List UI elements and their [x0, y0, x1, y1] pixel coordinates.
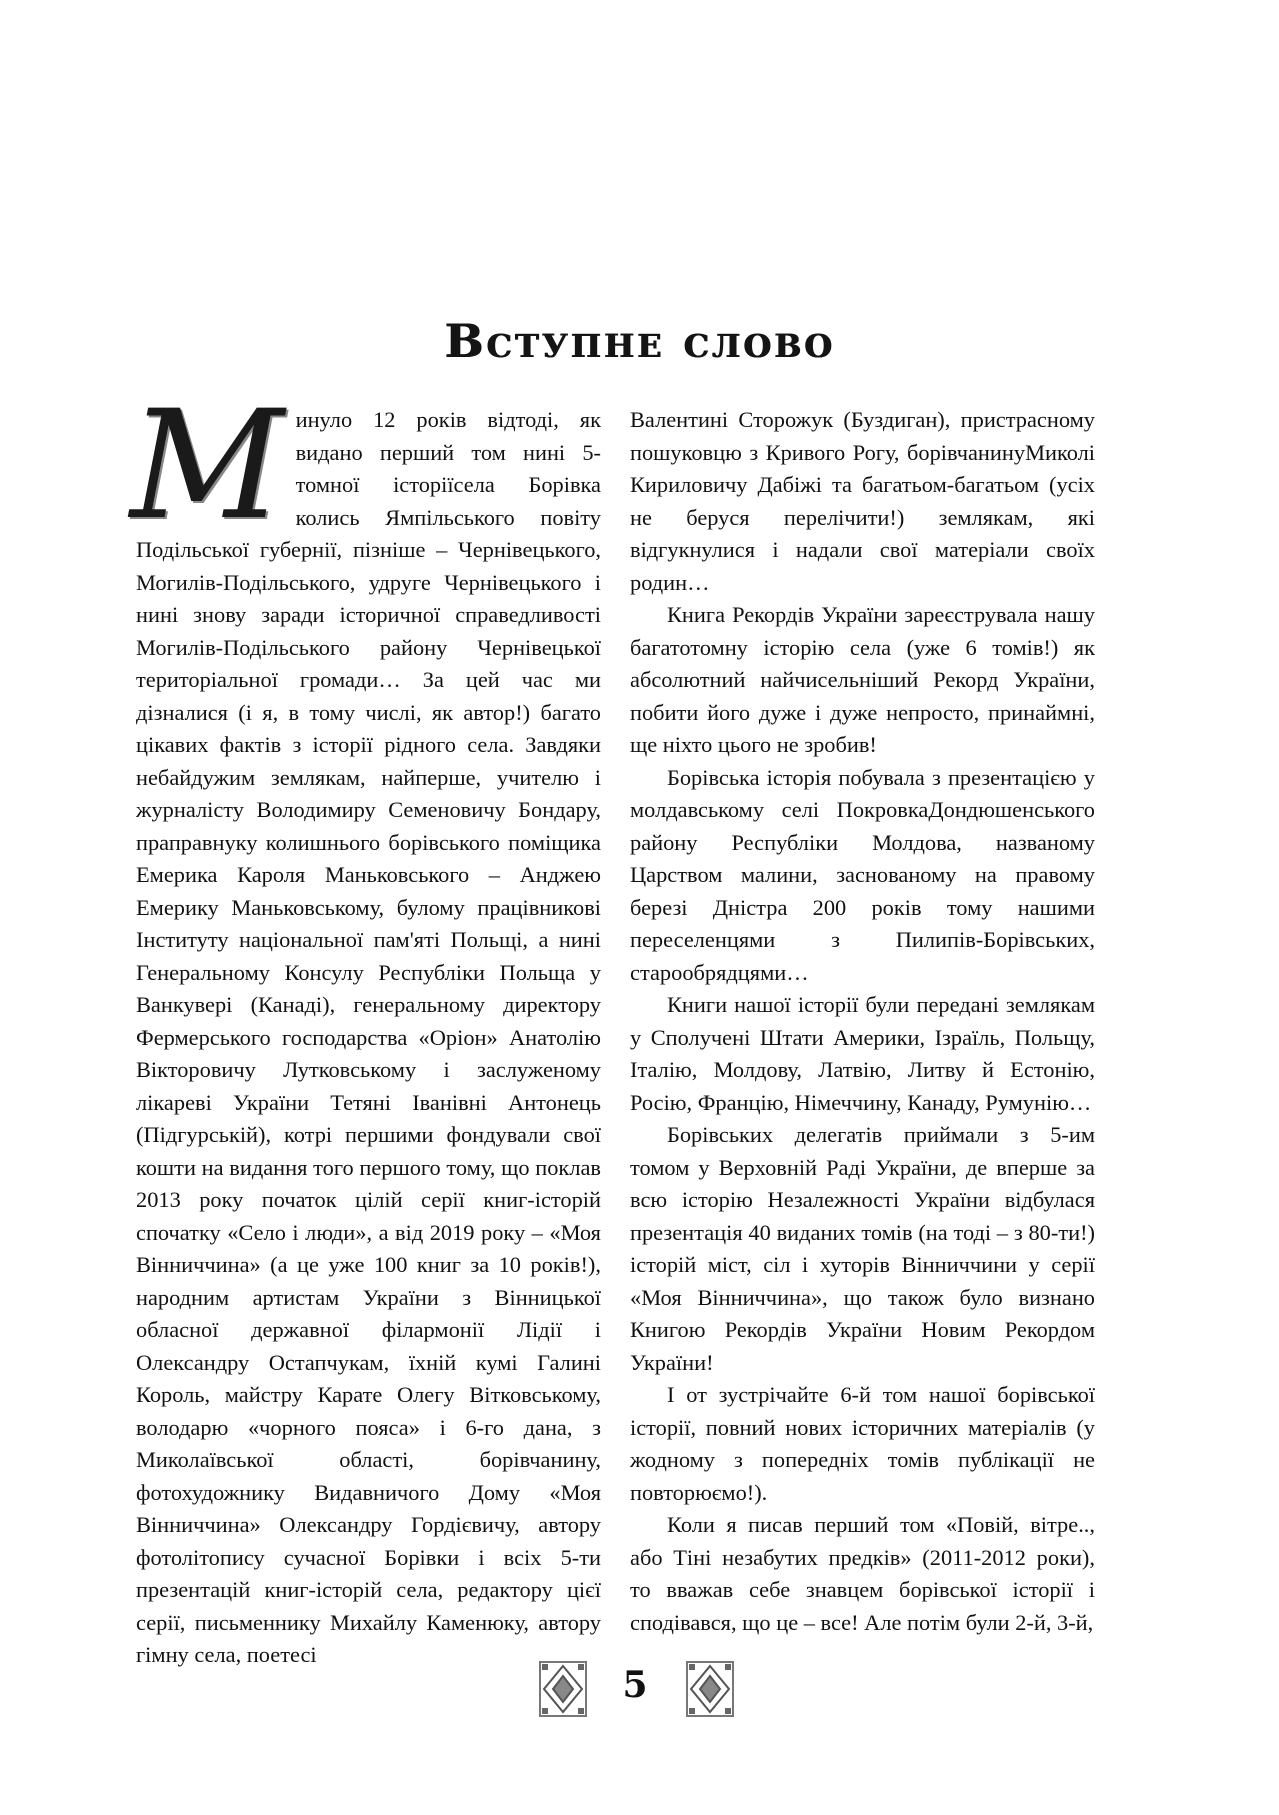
page-number: 5: [622, 1664, 648, 1706]
paragraph: Валентині Сторожук (Буздиган), пристрасному пошуковцю з Кривого Рогу, борівчанинуМиколі Кириловичу Дабіжі та багатьом-багатьом (усіх не беруся перелічити!) землякам, які відгукнулися і надали свої матеріали своїх родин…: [630, 407, 1095, 595]
page-title: Вступне слово: [444, 314, 835, 368]
page-footer: [0, 1658, 1279, 1728]
ornament-right-icon: [683, 1658, 737, 1720]
paragraph: [130, 379, 601, 1672]
paragraph: Борівська історія побувала з презентацією у молдавському селі ПокровкаДондюшенського району Республіки Молдова, названому Царством малини, заснованому на правому березі Дністра 200 років тому нашими переселенцями з Пилипів-Борівських, старообрядцями…: [630, 764, 1095, 985]
right-column: [630, 404, 1095, 1639]
left-column: [130, 379, 601, 1672]
paragraph: Книга Рекордів України зареєструвала нашу багатотомну історію села (уже 6 томів!) як абсолютний найчисельніший Рекорд України, побити його дуже і дуже непросто, принаймні, ще ніхто цього не зробив!: [630, 602, 1095, 757]
paragraph: І от зустрічайте 6-й том нашої борівської історії, повний нових історичних матеріалів (у жодному з попередніх томів публікації не повторюємо!).: [630, 1382, 1095, 1505]
paragraph-text: инуло 12 років відтоді, як видано перший том нині 5-томної історіїсела Борівка колись Ямпільського повіту Подільської губернії, пізніше – Чернівецького, Могилів-Подільського, удруге Чернівецького і нині знову заради історичної справедливості Могилів-Подільського району Чернівецької територіальної громади… За цей час ми дізналися (і я, в тому числі, як автор!) багато цікавих фактів з історії рідного села. Завдяки небайдужим землякам, найперше, учителю і журналісту Володимиру Семеновичу Бондару, праправнуку колишнього борівського поміщика Емерика Кароля Маньковського – Анджею Емерику Маньковському, булому працівникові Інституту національної пам'яті Польщі, а нині Генеральному Консулу Республіки Польща у Ванкувері (Канаді), генеральному директору Фермерського господарства «Оріон» Анатолію Вікторовичу Лутковському і заслуженому лікареві України Тетяні Іванівні Антонець (Підгурській), котрі першими фондували свої кошти на видання того першого тому, що поклав 2013 року початок цілій серії книг-історій спочатку «Село і люди», а від 2019 року – «Моя Вінниччина» (а це уже 100 книг за 10 років!), народним артистам України з Вінницької обласної державної філармонії Лідії і Олександру Остапчукам, їхній кумі Галині Король, майстру Карате Олегу Вітковському, володарю «чорного пояса» і 6-го дана, з Миколаївської області, борівчанину, фотохудожнику Видавничого Дому «Моя Вінниччина» Олександру Гордієвичу, автору фотолітопису сучасної Борівки і всіх 5-ти презентацій книг-історій села, редактору цієї серії, письменнику Михайлу Каменюку, автору гімну села, поетесі: [136, 407, 601, 1667]
paragraph: Борівських делегатів приймали з 5-им томом у Верховній Раді України, де вперше за всю історію Незалежності України відбулася презентація 40 виданих томів (на тоді – з 80-ти!) історій міст, сіл і хуторів Вінниччини у серії «Моя Вінниччина», що також було визнано Книгою Рекордів України Новим Рекордом України!: [630, 1122, 1095, 1375]
paragraph: Коли я писав перший том «Повій, вітре.., або Тіні незабутих предків» (2011-2012 роки), то вважав себе знавцем борівської історії і сподівався, що це – все! Але потім були 2-й, 3-й,: [630, 1512, 1095, 1635]
ornament-left-icon: [536, 1658, 590, 1720]
dropcap-letter: М: [130, 379, 284, 553]
paragraph: Книги нашої історії були передані землякам у Сполучені Штати Америки, Ізраїль, Польщу, Італію, Молдову, Латвію, Литву й Естонію, Росію, Францію, Німеччину, Канаду, Румунію…: [630, 992, 1095, 1115]
